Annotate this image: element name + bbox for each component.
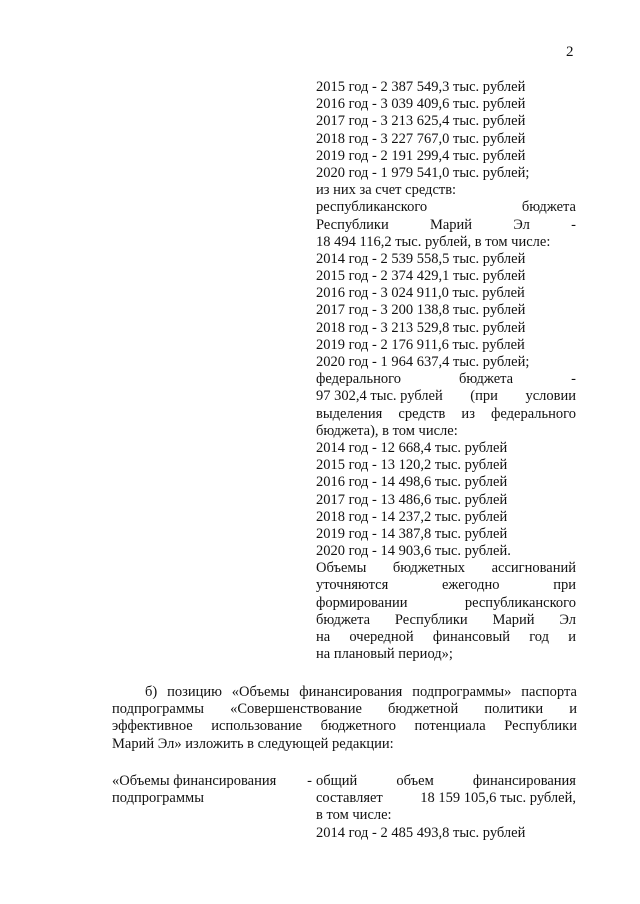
federal-condition-open: (при [470,388,498,405]
paragraph-b-last-line: Марий Эл» изложить в следующей редакции: [112,735,394,752]
republic-year-2018: 2018 год - 3 213 529,8 тыс. рублей [316,319,526,336]
para-word: эффективное [112,718,193,735]
label-line-1 [112,773,312,790]
passport-financing-column [316,79,576,663]
note-line-4 [316,612,576,629]
republic-year-2019: 2019 год - 2 176 911,6 тыс. рублей [316,336,525,353]
para-word: финансирования [299,684,403,700]
para-word: использование [211,718,303,735]
label-dash: - [307,773,312,789]
value-word: составляет [316,790,383,807]
value-line-2 [316,790,576,807]
value-word: общий [316,773,358,789]
value-year-2014: 2014 год - 2 485 493,8 тыс. рублей [316,824,526,841]
federal-year-2014: 2014 год - 12 668,4 тыс. рублей [316,439,508,456]
paragraph-b-line-3 [112,718,577,735]
note-line-2 [316,577,576,594]
passport-position-label [112,773,312,807]
mariy-word: Марий [429,216,473,233]
paragraph-b-line-1 [112,684,577,701]
federal-dash: - [571,371,576,388]
federal-condition-line: выделения средств из федерального [316,405,576,422]
passport-position-value [316,773,576,842]
paragraph-b [112,684,577,753]
republic-year-2020: 2020 год - 1 964 637,4 тыс. рублей; [316,354,530,370]
republic-year-2016: 2016 год - 3 024 911,0 тыс. рублей [316,285,525,302]
note-word: формировании [316,594,408,611]
note-word: год [529,629,550,645]
federal-year-2019: 2019 год - 14 387,8 тыс. рублей [316,525,508,542]
note-line-3 [316,595,576,612]
note-word: и [568,629,576,645]
federal-condition-word: условии [525,388,576,405]
of-them-line: из них за счет средств: [316,182,457,199]
note-word: республиканского [464,594,576,611]
note-word: Эл [559,611,576,628]
note-word: бюджета [316,611,371,628]
note-word: бюджетных [392,560,466,577]
note-line-1 [316,560,576,577]
note-word: Объемы [316,560,367,577]
para-word: подпрограммы» [412,684,512,700]
para-word: политики [484,701,544,718]
note-word: финансовый [432,629,511,645]
value-word: финансирования [472,773,576,789]
federal-year-2018: 2018 год - 14 237,2 тыс. рублей [316,508,508,525]
note-last-line: на плановый период»; [316,646,453,663]
value-line-1 [316,773,576,790]
para-word: бюджетной [388,701,459,718]
republic-budget-word2: бюджета [521,199,576,216]
para-word: бюджетного [320,718,396,735]
paragraph-b-line-2 [112,701,577,718]
note-line-5 [316,629,576,646]
note-word: очередной [349,629,414,645]
note-word: Марий [492,611,535,628]
note-word: ассигнований [491,560,576,577]
para-word: потенциала [414,718,486,735]
para-word: подпрограммы [112,701,204,718]
total-year-2018: 2018 год - 3 227 767,0 тыс. рублей [316,130,526,147]
republic-word: Республики [316,216,389,233]
federal-year-2017: 2017 год - 13 486,6 тыс. рублей [316,491,508,508]
federal-year-2020: 2020 год - 14 903,6 тыс. рублей. [316,543,511,560]
note-word: при [553,577,576,594]
para-word: позицию [167,684,222,700]
para-word: паспорта [521,684,577,700]
federal-word: федерального [316,371,401,388]
federal-condition-line-2: бюджета), в том числе: [316,422,458,439]
federal-word2: бюджета [459,371,514,388]
para-word: Республики [504,718,577,735]
dash: - [571,216,576,233]
total-year-2015: 2015 год - 2 387 549,3 тыс. рублей [316,79,526,95]
total-year-2019: 2019 год - 2 191 299,4 тыс. рублей [316,147,526,164]
note-word: уточняются [316,577,389,594]
value-word: объем [396,773,434,789]
federal-year-2016: 2016 год - 14 498,6 тыс. рублей [316,474,508,491]
federal-total-line [316,388,576,405]
republic-year-2017: 2017 год - 3 200 138,8 тыс. рублей [316,302,526,319]
note-word: ежегодно [441,577,500,594]
label-line-2: подпрограммы [112,790,204,807]
republic-budget-heading [316,199,576,216]
federal-budget-heading [316,371,576,388]
el-word: Эл [513,216,530,233]
republic-total: 18 494 116,2 тыс. рублей, в том числе: [316,233,551,250]
para-word: «Объемы [231,684,290,700]
page-number: 2 [566,44,574,60]
note-word: Республики [394,611,468,628]
para-word: б) [145,684,158,700]
total-year-2020: 2020 год - 1 979 541,0 тыс. рублей; [316,164,530,181]
label-text: «Объемы финансирования [112,773,277,789]
para-word: и [569,701,577,718]
total-year-2016: 2016 год - 3 039 409,6 тыс. рублей [316,96,526,113]
note-word: на [316,629,331,645]
republic-year-2015: 2015 год - 2 374 429,1 тыс. рублей [316,268,526,285]
federal-total: 97 302,4 тыс. рублей [316,388,443,405]
value-amount: 18 159 105,6 тыс. рублей, [420,790,576,807]
republic-budget-heading-2 [316,217,576,234]
federal-year-2015: 2015 год - 13 120,2 тыс. рублей [316,457,508,474]
para-word: «Совершенствование [230,701,362,718]
republic-year-2014: 2014 год - 2 539 558,5 тыс. рублей [316,250,526,267]
value-line-3: в том числе: [316,807,392,824]
republic-budget-word: республиканского [316,199,428,216]
total-year-2017: 2017 год - 3 213 625,4 тыс. рублей [316,113,526,130]
